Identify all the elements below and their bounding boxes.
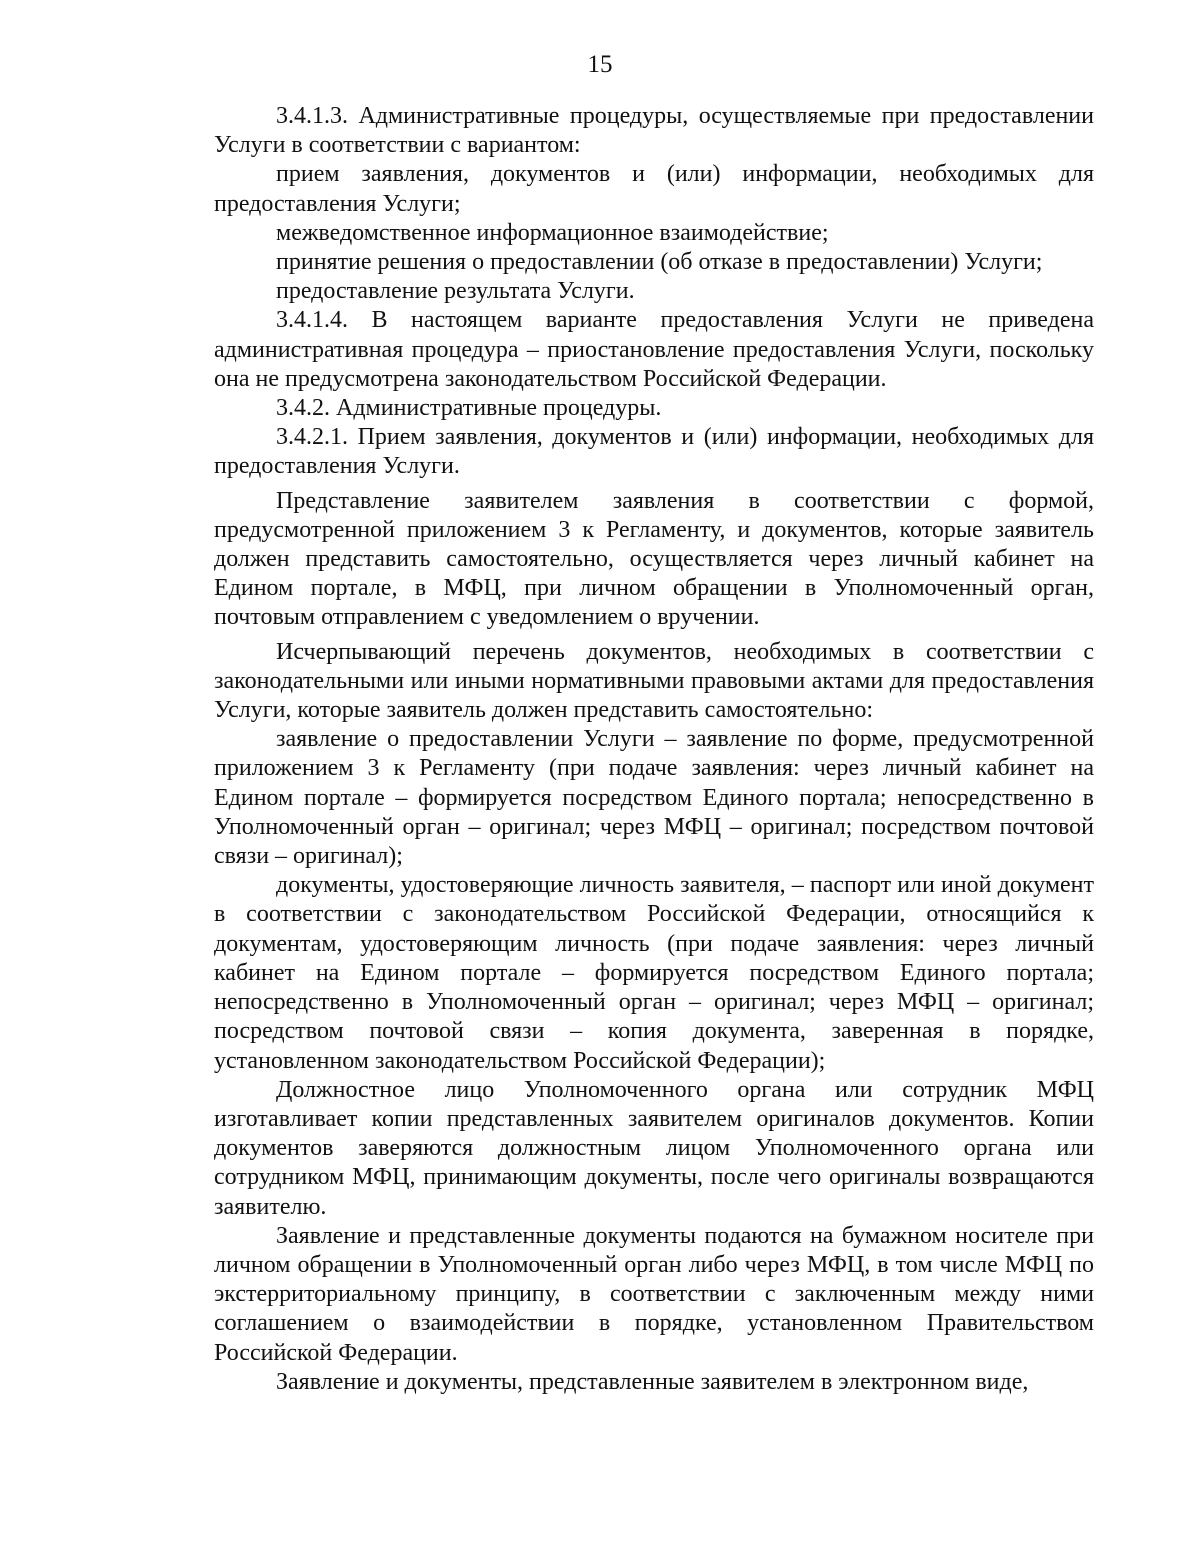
paragraph-electronic-submission: Заявление и документы, представленные заявителем в электронном виде,: [276, 1368, 1029, 1395]
paragraph-3-4-1-3: 3.4.1.3. Административные процедуры, осуществляемые при предоставлении Услуги в соответствии с вариантом:: [214, 103, 1094, 159]
list-item-application-intake: прием заявления, документов и (или) информации, необходимых для предоставления Услуги;: [214, 161, 1094, 217]
list-item-result-delivery: предоставление результата Услуги.: [276, 278, 635, 305]
paragraph-3-4-2-1: 3.4.2.1. Прием заявления, документов и (или) информации, необходимых для предоставления Услуги.: [214, 424, 1094, 480]
list-item-decision: принятие решения о предоставлении (об отказе в предоставлении) Услуги;: [276, 249, 1043, 276]
list-item-application-form: заявление о предоставлении Услуги – заявление по форме, предусмотренной приложением 3 к Регламенту (при подаче заявления: через личный кабинет на Едином портале – формируется посредством Единого портала; непосредственно в Уполномоченный орган – оригинал; через МФЦ – оригинал; посредством почтовой связи – оригинал);: [214, 726, 1094, 870]
document-body: [214, 102, 1094, 1397]
page-number: 15: [587, 51, 613, 78]
paragraph-paper-submission: Заявление и представленные документы подаются на бумажном носителе при личном обращении в Уполномоченный орган либо через МФЦ, в том числе МФЦ по экстерриториальному принципу, в соответствии с заключенным между ними соглашением о взаимодействии в порядке, установленном Правительством Российской Федерации.: [214, 1222, 1094, 1366]
list-item-identity-documents: документы, удостоверяющие личность заявителя, – паспорт или иной документ в соответствии с законодательством Российской Федерации, относящийся к документам, удостоверяющим личность (при подаче заявления: через личный кабинет на Едином портале – формируется посредством Единого портала; непосредственно в Уполномоченный орган – оригинал; через МФЦ – оригинал; посредством почтовой связи – копия документа, заверенная в порядке, установленном законодательством Российской Федерации);: [214, 872, 1094, 1074]
paragraph-documents-list: Исчерпывающий перечень документов, необходимых в соответствии с законодательными или иными нормативными правовыми актами для предоставления Услуги, которые заявитель должен представить самостоятельно:: [214, 638, 1094, 724]
list-item-interagency-interaction: межведомственное информационное взаимодействие;: [276, 219, 829, 246]
paragraph-copies: Должностное лицо Уполномоченного органа или сотрудник МФЦ изготавливает копии представленных заявителем оригиналов документов. Копии документов заверяются должностным лицом Уполномоченного органа или сотрудником МФЦ, принимающим документы, после чего оригиналы возвращаются заявителю.: [214, 1076, 1094, 1220]
paragraph-3-4-1-4: 3.4.1.4. В настоящем варианте предоставления Услуги не приведена административная процедура – приостановление предоставления Услуги, поскольку она не предусмотрена законодательством Российской Федерации.: [214, 307, 1094, 392]
paragraph-submission: Представление заявителем заявления в соответствии с формой, предусмотренной приложением 3 к Регламенту, и документов, которые заявитель должен представить самостоятельно, осуществляется через личный кабинет на Едином портале, в МФЦ, при личном обращении в Уполномоченный орган, почтовым отправлением с уведомлением о вручении.: [214, 487, 1094, 631]
paragraph-3-4-2: 3.4.2. Административные процедуры.: [276, 395, 662, 422]
